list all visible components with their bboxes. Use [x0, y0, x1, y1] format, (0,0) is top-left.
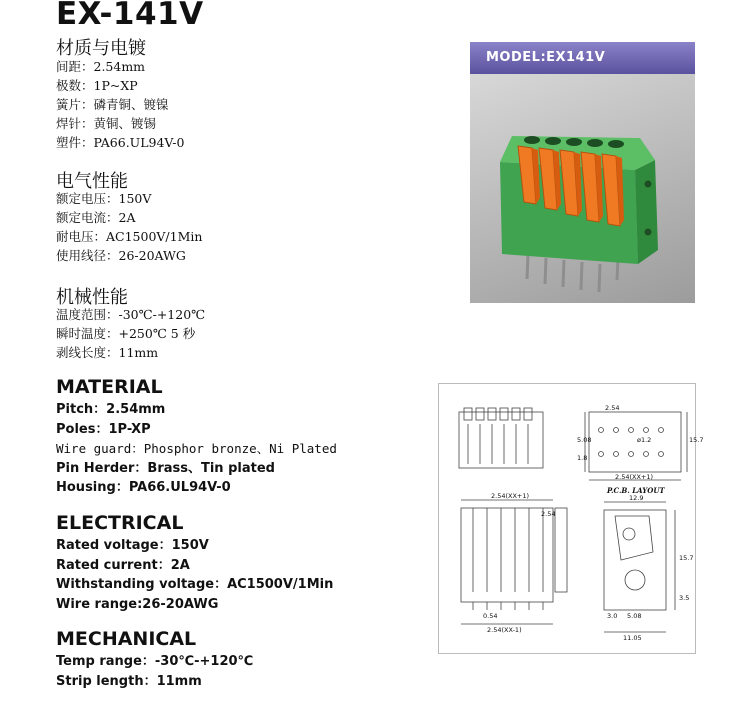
technical-drawing — [438, 383, 704, 654]
cn-electrical-line: 耐电压：AC1500V/1Min — [56, 229, 203, 244]
dim-front-span: 2.54(XX+1) — [491, 492, 530, 500]
withstanding-voltage-spec: Withstanding voltage：AC1500V/1Min — [56, 577, 334, 592]
product-title: EX-141V — [56, 0, 204, 32]
dim-side-5-08: 5.08 — [627, 612, 642, 620]
temp-range-spec: Temp range：-30℃-+120℃ — [56, 654, 254, 669]
dim-side-width: 12.9 — [629, 494, 644, 502]
cn-mechanical-line: 剥线长度：11mm — [56, 345, 159, 360]
poles-spec: Poles：1P-XP — [56, 421, 151, 437]
dim-front-pitch: 2.54 — [541, 510, 556, 518]
rated-voltage-spec: Rated voltage：150V — [56, 538, 209, 553]
side-view-hole — [623, 528, 635, 540]
dim-front-bottom: 2.54(XX-1) — [487, 626, 522, 634]
dim-hole-dia: ø1.2 — [637, 436, 652, 444]
cn-material-list — [56, 57, 184, 152]
cn-electrical-line: 额定电流：2A — [56, 210, 136, 225]
cn-material-line: 间距：2.54mm — [56, 59, 146, 74]
product-photo — [470, 42, 695, 303]
cn-electrical-line: 额定电压：150V — [56, 191, 152, 206]
cn-electrical-heading: 电气性能 — [56, 171, 128, 192]
strip-length-spec: Strip length：11mm — [56, 673, 202, 689]
drawing-lines — [439, 384, 695, 653]
dim-top-pitch: 2.54 — [605, 404, 620, 412]
side-hole — [645, 229, 652, 236]
cn-mechanical-heading: 机械性能 — [56, 287, 128, 308]
en-mechanical-heading: MECHANICAL — [56, 628, 197, 650]
pcb-outline — [589, 412, 681, 472]
cn-mechanical-line: 瞬时温度：+250℃ 5 秒 — [56, 326, 196, 341]
pcb-layout-label: P.C.B. LAYOUT — [607, 486, 665, 495]
dim-15-7: 15.7 — [689, 436, 704, 444]
dim-side-11-05: 11.05 — [623, 634, 642, 642]
wire-range-spec: Wire range:26-20AWG — [56, 596, 219, 612]
cn-material-line: 极数：1P~XP — [56, 78, 138, 93]
dim-side-3-5: 3.5 — [679, 594, 690, 602]
en-material-heading: MATERIAL — [56, 376, 163, 398]
cn-mechanical-line: 温度范围：-30℃-+120℃ — [56, 307, 206, 322]
en-material-list — [56, 400, 337, 498]
pin-herder-spec: Pin Herder：Brass、Tin plated — [56, 460, 275, 476]
pcb-holes — [599, 428, 664, 457]
cn-material-heading: 材质与电镀 — [56, 38, 146, 59]
rated-current-spec: Rated current：2A — [56, 557, 190, 573]
cn-mechanical-list — [56, 305, 205, 362]
en-electrical-heading: ELECTRICAL — [56, 512, 184, 534]
model-banner: MODEL:EX141V — [470, 42, 695, 74]
dim-pcb-span: 2.54(XX+1) — [615, 473, 654, 481]
front-view-outline — [461, 508, 556, 602]
front-view-pins — [473, 602, 543, 610]
en-mechanical-list — [56, 652, 253, 691]
cn-material-line: 簧片：磷青铜、镀镍 — [56, 97, 169, 112]
dim-side-3-0: 3.0 — [607, 612, 618, 620]
housing-spec: Housing：PA66.UL94V-0 — [56, 480, 231, 495]
cn-material-line: 焊针：黄铜、镀锡 — [56, 116, 157, 131]
cn-material-line: 塑件：PA66.UL94V-0 — [56, 135, 185, 150]
dim-5-08: 5.08 — [577, 436, 592, 444]
wire-guard-spec: Wire guard：Phosphor bronze、Ni Plated — [56, 441, 337, 456]
en-electrical-list — [56, 536, 333, 614]
terminal-block-illustration — [470, 74, 695, 303]
side-hole — [645, 181, 652, 188]
cn-electrical-list — [56, 189, 202, 265]
pitch-spec: Pitch：2.54mm — [56, 402, 166, 417]
cn-electrical-line: 使用线径：26-20AWG — [56, 248, 186, 263]
dim-1-8: 1.8 — [577, 454, 588, 462]
side-view-outline — [604, 510, 666, 610]
housing-side — [635, 160, 658, 264]
top-view-slots — [464, 408, 532, 464]
dim-side-15-7: 15.7 — [679, 554, 694, 562]
dim-front-pin: 0.54 — [483, 612, 498, 620]
